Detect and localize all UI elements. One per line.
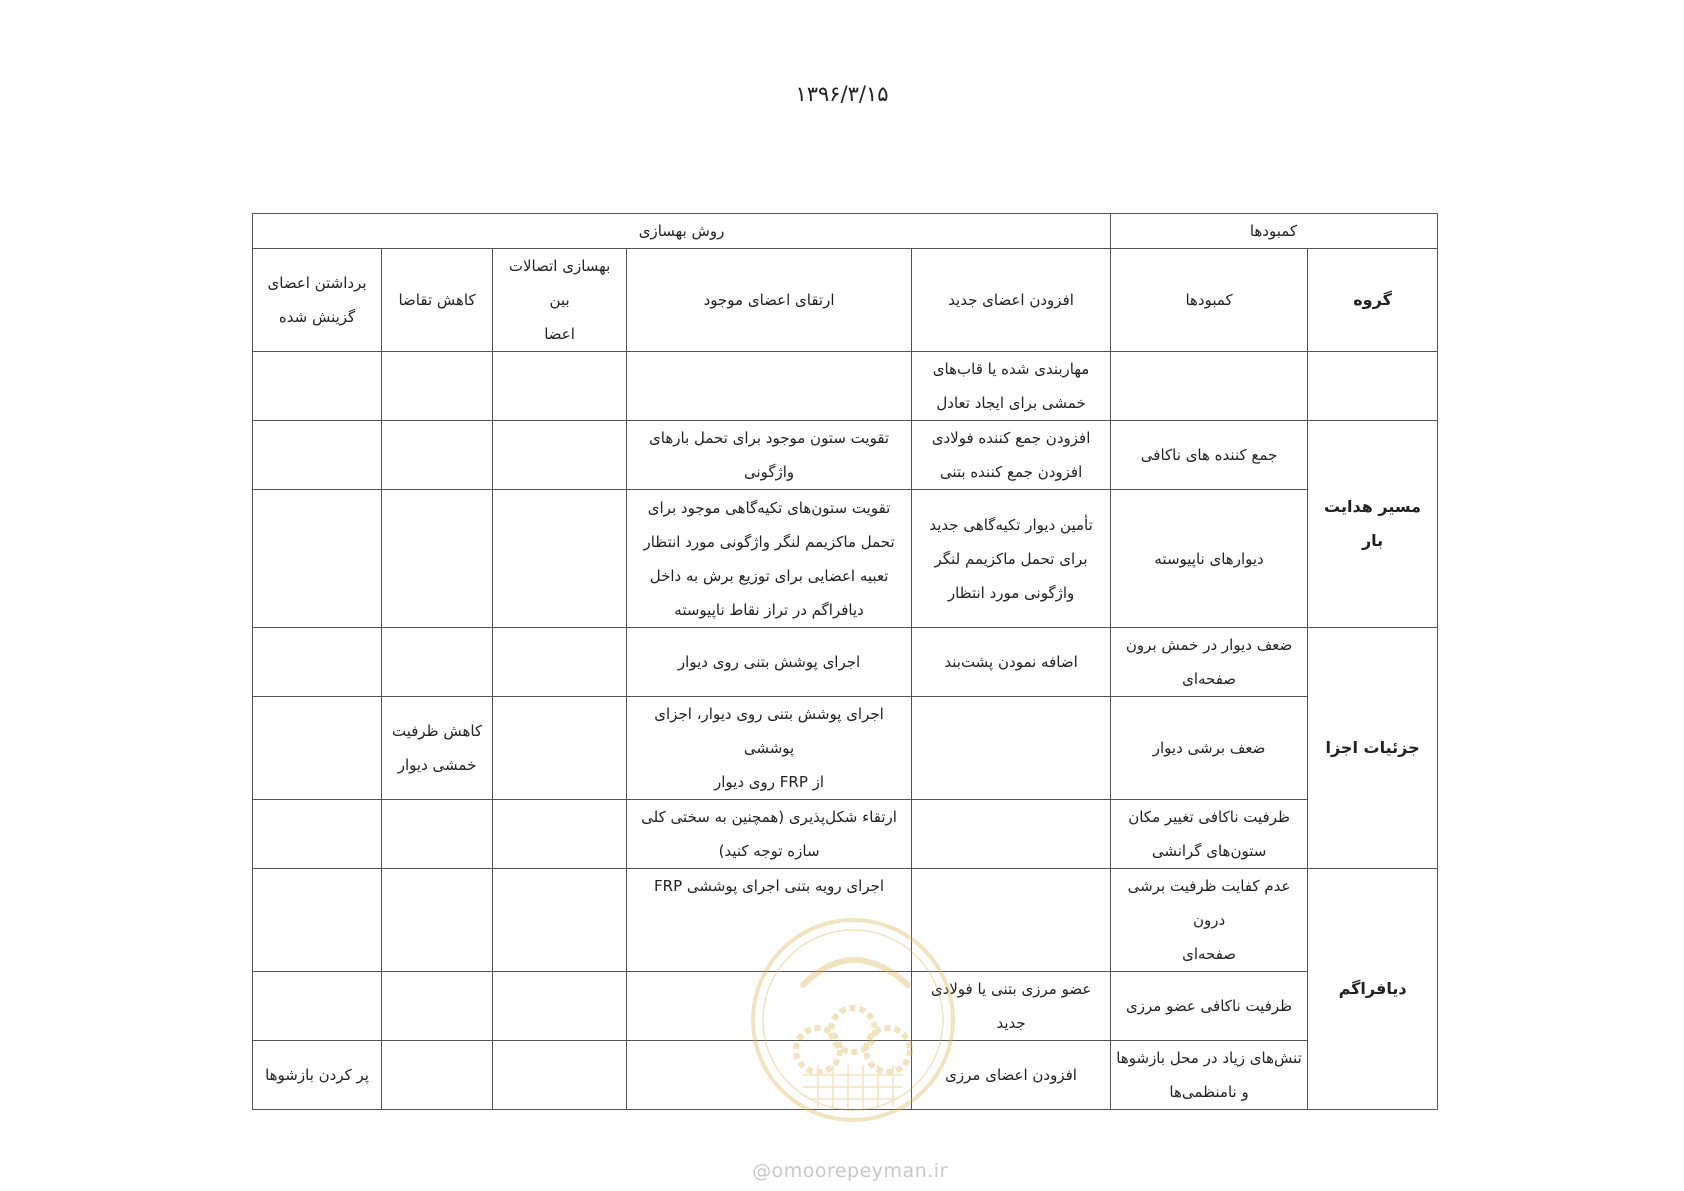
header-improve-connections: بهسازی اتصالات بین اعضا xyxy=(493,249,627,352)
cell-deficiency: ظرفیت ناکافی تغییر مکان ستون‌های گرانشی xyxy=(1111,800,1308,869)
cell-deficiency: عدم کفایت ظرفیت برشی درون صفحه‌ای xyxy=(1111,869,1308,972)
cell-remove xyxy=(253,869,382,972)
cell-remove xyxy=(253,697,382,800)
omoore-peyman-seal-icon xyxy=(748,915,958,1125)
cell-upgrade: ارتقاء شکل‌پذیری (همچنین به سختی کلی سازه توجه کنید) xyxy=(627,800,912,869)
cell-connections xyxy=(493,421,627,490)
cell-reduce xyxy=(382,421,493,490)
cell-deficiency xyxy=(1111,352,1308,421)
header-upgrade-existing: ارتقای اعضای موجود xyxy=(627,249,912,352)
cell-add-new: افزودن جمع کننده فولادی افزودن جمع کننده بتنی xyxy=(912,421,1111,490)
cell-reduce: کاهش ظرفیت خمشی دیوار xyxy=(382,697,493,800)
cell-upgrade: اجرای پوشش بتنی روی دیوار xyxy=(627,628,912,697)
cell-remove: پر کردن بازشوها xyxy=(253,1041,382,1110)
cell-add-new: تأمین دیوار تکیه‌گاهی جدید برای تحمل ماکزیمم لنگر واژگونی مورد انتظار xyxy=(912,490,1111,628)
cell-reduce xyxy=(382,869,493,972)
header-group: گروه xyxy=(1308,249,1438,352)
cell-upgrade: اجرای پوشش بتنی روی دیوار، اجزای پوششی از FRP روی دیوار xyxy=(627,697,912,800)
cell-upgrade: تقویت ستون‌های تکیه‌گاهی موجود برای تحمل ماکزیمم لنگر واژگونی مورد انتظار تعبیه اعضایی برای توزیع برش به داخل دیافراگم در تراز نقاط ناپیوسته xyxy=(627,490,912,628)
cell-add-new xyxy=(912,800,1111,869)
group-component-details: جزئیات اجزا xyxy=(1308,628,1438,869)
cell-connections xyxy=(493,800,627,869)
cell-connections xyxy=(493,1041,627,1110)
cell-upgrade xyxy=(627,352,912,421)
header-reduce-demand: کاهش تقاضا xyxy=(382,249,493,352)
cell-remove xyxy=(253,628,382,697)
cell-upgrade: اجرای رویه بتنی اجرای پوششی FRP xyxy=(627,869,912,972)
document-date: ۱۳۹۶/۳/۱۵ xyxy=(795,82,889,106)
table-row xyxy=(253,421,1438,490)
cell-remove xyxy=(253,490,382,628)
table-row xyxy=(253,800,1438,869)
cell-deficiency: ضعف برشی دیوار xyxy=(1111,697,1308,800)
table-header-columns xyxy=(253,249,1438,352)
table-header-top xyxy=(253,214,1438,249)
cell-deficiency: دیوارهای ناپیوسته xyxy=(1111,490,1308,628)
header-deficiencies: کمبودها xyxy=(1111,249,1308,352)
cell-remove xyxy=(253,352,382,421)
cell-connections xyxy=(493,352,627,421)
cell-add-new: اضافه نمودن پشت‌بند xyxy=(912,628,1111,697)
cell-connections xyxy=(493,697,627,800)
cell-reduce xyxy=(382,1041,493,1110)
cell-deficiency: ضعف دیوار در خمش برون صفحه‌ای xyxy=(1111,628,1308,697)
header-retrofit-methods: روش بهسازی xyxy=(253,214,1111,249)
cell-remove xyxy=(253,421,382,490)
cell-add-new: افزودن اعضای مرزی xyxy=(912,1041,1111,1110)
cell-connections xyxy=(493,628,627,697)
header-remove-selected: برداشتن اعضای گزینش شده xyxy=(253,249,382,352)
cell-reduce xyxy=(382,490,493,628)
group-load-path: مسیر هدایت بار xyxy=(1308,421,1438,628)
cell-deficiency: تنش‌های زیاد در محل بازشوها و نامنظمی‌ها xyxy=(1111,1041,1308,1110)
cell-remove xyxy=(253,800,382,869)
cell-remove xyxy=(253,972,382,1041)
cell-reduce xyxy=(382,628,493,697)
table-row xyxy=(253,628,1438,697)
cell-reduce xyxy=(382,972,493,1041)
table-row xyxy=(253,490,1438,628)
group-diaphragm: دیافراگم xyxy=(1308,869,1438,1110)
header-deficiencies-top: کمبودها xyxy=(1111,214,1438,249)
header-add-new-members: افزودن اعضای جدید xyxy=(912,249,1111,352)
cell-reduce xyxy=(382,352,493,421)
cell-add-new: عضو مرزی بتنی یا فولادی جدید xyxy=(912,972,1111,1041)
cell-add-new xyxy=(912,697,1111,800)
cell-add-new: مهاربندی شده یا قاب‌های خمشی برای ایجاد تعادل xyxy=(912,352,1111,421)
cell-connections xyxy=(493,972,627,1041)
cell-upgrade: تقویت ستون موجود برای تحمل بارهای واژگونی xyxy=(627,421,912,490)
cell-deficiency: جمع کننده های ناکافی xyxy=(1111,421,1308,490)
watermark-site: @omoorepeyman.ir xyxy=(752,1160,948,1182)
table-row xyxy=(253,697,1438,800)
cell-deficiency: ظرفیت ناکافی عضو مرزی xyxy=(1111,972,1308,1041)
cell-connections xyxy=(493,490,627,628)
group-cell-empty xyxy=(1308,352,1438,421)
cell-connections xyxy=(493,869,627,972)
cell-reduce xyxy=(382,800,493,869)
table-row xyxy=(253,352,1438,421)
